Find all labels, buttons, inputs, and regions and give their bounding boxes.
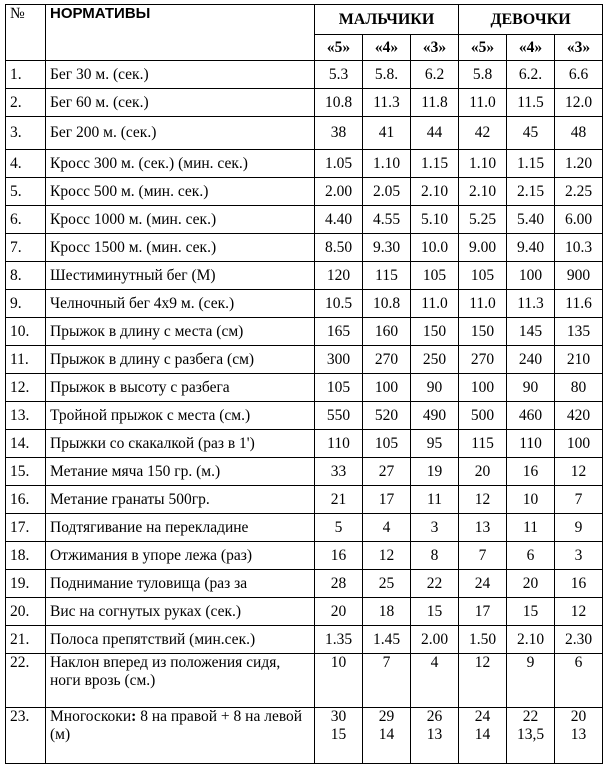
row-value: 11.5 (507, 89, 555, 117)
row-name: Кросс 1500 м. (мин. сек.) (46, 234, 315, 262)
table-row (6, 374, 603, 402)
row-number: 6. (6, 206, 46, 234)
row-value: 2.25 (555, 178, 603, 206)
row-name: Бег 60 м. (сек.) (46, 89, 315, 117)
row-name: Кросс 500 м. (мин. сек.) (46, 178, 315, 206)
table-row (6, 514, 603, 542)
row-name: Метание гранаты 500гр. (46, 486, 315, 514)
row-value: 24 (459, 570, 507, 598)
row-value: 44 (411, 117, 459, 150)
row-value: 120 (315, 262, 363, 290)
row-value: 105 (411, 262, 459, 290)
row-value: 270 (363, 346, 411, 374)
row-number: 20. (6, 598, 46, 626)
table-body (6, 61, 603, 764)
row-value: 20 13 (555, 708, 603, 764)
row-number: 17. (6, 514, 46, 542)
row-value: 4 (411, 654, 459, 708)
table-row (6, 570, 603, 598)
row-number: 13. (6, 402, 46, 430)
row-name (46, 708, 315, 764)
row-number: 10. (6, 318, 46, 346)
row-value: 1.10 (363, 150, 411, 178)
row-number: 4. (6, 150, 46, 178)
row-value: 165 (315, 318, 363, 346)
table-row (6, 318, 603, 346)
table-row (6, 402, 603, 430)
row-name: Отжимания в упоре лежа (раз) (46, 542, 315, 570)
row-value: 11.0 (459, 290, 507, 318)
row-name: Челночный бег 4х9 м. (сек.) (46, 290, 315, 318)
row-value: 5.8 (459, 61, 507, 89)
row-name: Полоса препятствий (мин.сек.) (46, 626, 315, 654)
row-number: 7. (6, 234, 46, 262)
row-value: 12 (555, 458, 603, 486)
row-value: 300 (315, 346, 363, 374)
row-value: 5.25 (459, 206, 507, 234)
row-number: 16. (6, 486, 46, 514)
row-number: 9. (6, 290, 46, 318)
row-value: 9.00 (459, 234, 507, 262)
row-value: 38 (315, 117, 363, 150)
table-row (6, 654, 603, 708)
table-row (6, 262, 603, 290)
row-value: 145 (507, 318, 555, 346)
row-value: 550 (315, 402, 363, 430)
row-value: 4 (363, 514, 411, 542)
row-number: 12. (6, 374, 46, 402)
header-number: № (6, 5, 46, 61)
row-value: 240 (507, 346, 555, 374)
row-value: 2.10 (507, 626, 555, 654)
row-name-rest: 8 на правой + 8 на левой (м) (50, 708, 303, 743)
row-value: 16 (555, 570, 603, 598)
row-value: 110 (507, 430, 555, 458)
row-value: 2.00 (411, 626, 459, 654)
row-value: 8.50 (315, 234, 363, 262)
row-name: Подтягивание на перекладине (46, 514, 315, 542)
row-value: 17 (363, 486, 411, 514)
table-row (6, 234, 603, 262)
row-value: 5.10 (411, 206, 459, 234)
row-value: 6 (507, 542, 555, 570)
row-value: 5.3 (315, 61, 363, 89)
row-number: 15. (6, 458, 46, 486)
row-value: 80 (555, 374, 603, 402)
row-value: 210 (555, 346, 603, 374)
row-value: 250 (411, 346, 459, 374)
row-value: 6.2 (411, 61, 459, 89)
row-value: 7 (363, 654, 411, 708)
row-value: 10 (315, 654, 363, 708)
row-value: 7 (555, 486, 603, 514)
row-value: 28 (315, 570, 363, 598)
row-value: 7 (459, 542, 507, 570)
row-value: 26 13 (411, 708, 459, 764)
row-value: 24 14 (459, 708, 507, 764)
row-value: 135 (555, 318, 603, 346)
row-value: 9 (507, 654, 555, 708)
header-grade-boys-4: «4» (363, 35, 411, 61)
standards-table (5, 4, 603, 764)
row-value: 8 (411, 542, 459, 570)
row-value: 11.6 (555, 290, 603, 318)
header-grade-girls-4: «4» (507, 35, 555, 61)
row-value: 16 (315, 542, 363, 570)
row-name: Прыжок в длину с места (см) (46, 318, 315, 346)
table-row (6, 178, 603, 206)
row-value: 2.05 (363, 178, 411, 206)
row-value: 1.15 (411, 150, 459, 178)
row-value: 13 (459, 514, 507, 542)
header-grade-boys-3: «3» (411, 35, 459, 61)
row-value: 42 (459, 117, 507, 150)
row-name: Метание мяча 150 гр. (м.) (46, 458, 315, 486)
row-value: 15 (411, 598, 459, 626)
header-standards: НОРМАТИВЫ (46, 5, 315, 61)
row-value: 9 (555, 514, 603, 542)
row-value: 6 (555, 654, 603, 708)
table-row (6, 117, 603, 150)
row-name: Прыжки со скакалкой (раз в 1') (46, 430, 315, 458)
row-name: Бег 30 м. (сек.) (46, 61, 315, 89)
header-girls: ДЕВОЧКИ (459, 5, 603, 35)
row-name: Кросс 1000 м. (мин. сек.) (46, 206, 315, 234)
table-row (6, 708, 603, 764)
row-value: 18 (363, 598, 411, 626)
row-value: 19 (411, 458, 459, 486)
row-number: 23. (6, 708, 46, 764)
row-value: 41 (363, 117, 411, 150)
row-value: 1.15 (507, 150, 555, 178)
row-value: 2.10 (411, 178, 459, 206)
row-value: 2.00 (315, 178, 363, 206)
row-name: Шестиминутный бег (М) (46, 262, 315, 290)
row-name: Наклон вперед из положения сидя, ноги врозь (см.) (46, 654, 315, 708)
row-value: 95 (411, 430, 459, 458)
row-name-colon: : (131, 708, 137, 725)
table-row (6, 61, 603, 89)
row-value: 11.0 (459, 89, 507, 117)
row-value: 10.8 (363, 290, 411, 318)
row-value: 17 (459, 598, 507, 626)
row-number: 22. (6, 654, 46, 708)
row-name: Прыжок в длину с разбега (см) (46, 346, 315, 374)
row-value: 3 (411, 514, 459, 542)
row-value: 12 (459, 486, 507, 514)
row-value: 9.30 (363, 234, 411, 262)
row-name: Поднимание туловища (раз за (46, 570, 315, 598)
table-row (6, 89, 603, 117)
row-value: 1.35 (315, 626, 363, 654)
row-value: 33 (315, 458, 363, 486)
row-number: 5. (6, 178, 46, 206)
row-value: 6.6 (555, 61, 603, 89)
row-value: 12 (363, 542, 411, 570)
row-value: 900 (555, 262, 603, 290)
row-name-prefix: Многоскоки (50, 708, 132, 725)
row-value: 12 (459, 654, 507, 708)
row-value: 105 (459, 262, 507, 290)
row-value: 10.0 (411, 234, 459, 262)
row-value: 115 (363, 262, 411, 290)
row-value: 5.40 (507, 206, 555, 234)
row-value: 48 (555, 117, 603, 150)
row-value: 110 (315, 430, 363, 458)
row-name: Прыжок в высоту с разбега (46, 374, 315, 402)
row-value: 160 (363, 318, 411, 346)
row-value: 2.10 (459, 178, 507, 206)
row-value: 5.8. (363, 61, 411, 89)
row-value: 150 (411, 318, 459, 346)
row-value: 11.8 (411, 89, 459, 117)
row-name: Кросс 300 м. (сек.) (мин. сек.) (46, 150, 315, 178)
row-value: 1.50 (459, 626, 507, 654)
row-number: 2. (6, 89, 46, 117)
row-value: 11.0 (411, 290, 459, 318)
row-name: Вис на согнутых руках (сек.) (46, 598, 315, 626)
row-value: 6.2. (507, 61, 555, 89)
row-number: 8. (6, 262, 46, 290)
row-value: 10.8 (315, 89, 363, 117)
table-row (6, 542, 603, 570)
header-boys: МАЛЬЧИКИ (315, 5, 459, 35)
table-row (6, 206, 603, 234)
header-grade-boys-5: «5» (315, 35, 363, 61)
row-name: Тройной прыжок с места (см.) (46, 402, 315, 430)
row-value: 1.20 (555, 150, 603, 178)
header-grade-girls-3: «3» (555, 35, 603, 61)
table-row (6, 150, 603, 178)
row-value: 16 (507, 458, 555, 486)
row-value: 10.5 (315, 290, 363, 318)
row-value: 4.40 (315, 206, 363, 234)
table-row (6, 290, 603, 318)
table-row (6, 458, 603, 486)
row-value: 9.40 (507, 234, 555, 262)
table-row (6, 486, 603, 514)
row-value: 20 (507, 570, 555, 598)
row-value: 29 14 (363, 708, 411, 764)
row-value: 105 (315, 374, 363, 402)
row-value: 5 (315, 514, 363, 542)
table-row (6, 626, 603, 654)
row-value: 100 (459, 374, 507, 402)
row-value: 150 (459, 318, 507, 346)
row-value: 10 (507, 486, 555, 514)
row-value: 22 (411, 570, 459, 598)
header-grade-girls-5: «5» (459, 35, 507, 61)
row-value: 90 (507, 374, 555, 402)
row-value: 20 (459, 458, 507, 486)
row-value: 21 (315, 486, 363, 514)
row-value: 27 (363, 458, 411, 486)
row-number: 11. (6, 346, 46, 374)
row-value: 10.3 (555, 234, 603, 262)
row-value: 12 (555, 598, 603, 626)
row-value: 4.55 (363, 206, 411, 234)
row-value: 45 (507, 117, 555, 150)
row-value: 490 (411, 402, 459, 430)
row-value: 6.00 (555, 206, 603, 234)
row-value: 460 (507, 402, 555, 430)
row-value: 105 (363, 430, 411, 458)
row-value: 11 (411, 486, 459, 514)
row-number: 1. (6, 61, 46, 89)
row-value: 11 (507, 514, 555, 542)
row-value: 11.3 (507, 290, 555, 318)
row-number: 14. (6, 430, 46, 458)
row-value: 1.10 (459, 150, 507, 178)
table-row (6, 430, 603, 458)
row-value: 2.15 (507, 178, 555, 206)
row-value: 100 (507, 262, 555, 290)
row-number: 18. (6, 542, 46, 570)
row-value: 100 (555, 430, 603, 458)
row-value: 15 (507, 598, 555, 626)
row-value: 100 (363, 374, 411, 402)
table-row (6, 598, 603, 626)
row-value: 20 (315, 598, 363, 626)
row-value: 1.45 (363, 626, 411, 654)
row-value: 115 (459, 430, 507, 458)
row-value: 420 (555, 402, 603, 430)
row-value: 3 (555, 542, 603, 570)
row-value: 2.30 (555, 626, 603, 654)
row-value: 270 (459, 346, 507, 374)
row-number: 3. (6, 117, 46, 150)
row-value: 520 (363, 402, 411, 430)
table-row (6, 346, 603, 374)
row-value: 11.3 (363, 89, 411, 117)
row-number: 19. (6, 570, 46, 598)
row-value: 1.05 (315, 150, 363, 178)
row-value: 30 15 (315, 708, 363, 764)
row-number: 21. (6, 626, 46, 654)
row-value: 500 (459, 402, 507, 430)
row-value: 25 (363, 570, 411, 598)
row-value: 90 (411, 374, 459, 402)
row-value: 12.0 (555, 89, 603, 117)
row-value: 22 13,5 (507, 708, 555, 764)
row-name: Бег 200 м. (сек.) (46, 117, 315, 150)
